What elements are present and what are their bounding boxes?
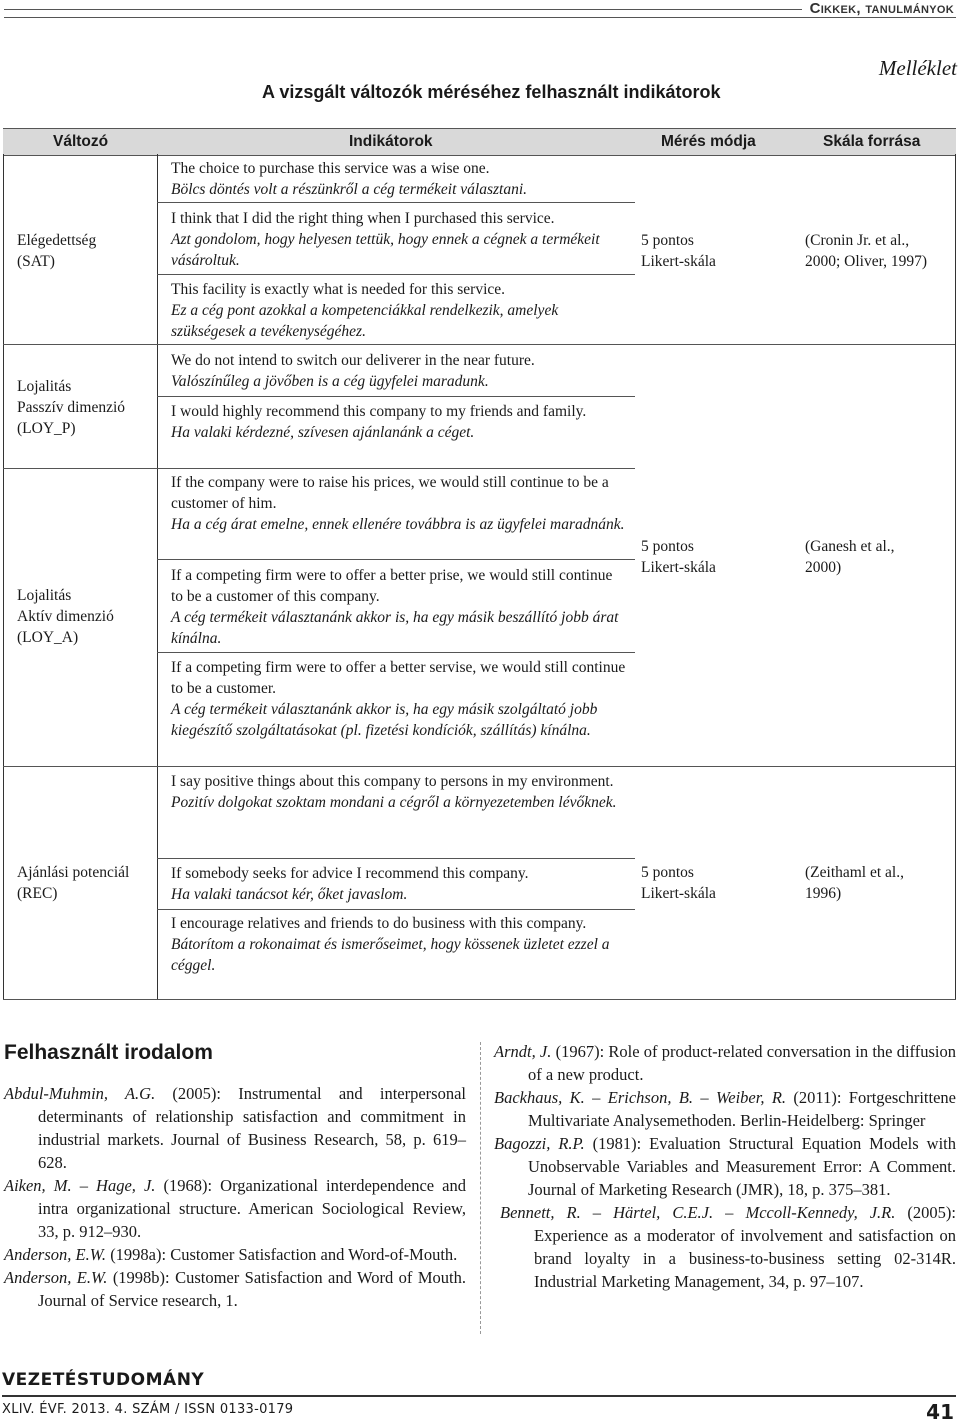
table-border-left (3, 154, 4, 1000)
reference-entry: Anderson, E.W. (1998b): Customer Satisfaction and Word of Mouth. Journal of Service research, 1. (4, 1268, 466, 1310)
row-divider (3, 468, 157, 469)
column-header-variable: Változó (53, 133, 109, 150)
indicator: I say positive things about this company to persons in my environment. Pozitív dolgokat szoktam mondani a cégről a környezetemben lévőknek. (171, 773, 617, 811)
column-header-source: Skála forrása (823, 133, 921, 150)
row-divider (157, 344, 955, 345)
variable-sat: Elégedettség (SAT) (17, 232, 97, 270)
column-header-measure: Mérés módja (661, 133, 756, 150)
indicator-divider (157, 396, 635, 397)
references-title: Felhasznált irodalom (4, 1041, 213, 1064)
indicator: I encourage relatives and friends to do business with this company. Bátorítom a rokonaimat és ismerőseimet, hogy kössenek üzletet ezzel a céggel. (171, 915, 610, 974)
source-loyalty: (Ganesh et al., 2000) (805, 538, 895, 576)
row-divider (157, 766, 955, 767)
measure-sat: 5 pontos Likert-skála (641, 232, 716, 270)
source-rec: (Zeithaml et al., 1996) (805, 864, 904, 902)
variable-rec: Ajánlási potenciál (REC) (17, 864, 130, 902)
indicator: If somebody seeks for advice I recommend this company. Ha valaki tanácsot kér, őket javaslom. (171, 865, 529, 903)
indicator-divider (157, 652, 635, 653)
measure-loyalty: 5 pontos Likert-skála (641, 538, 716, 576)
column-header-indicators: Indikátorok (349, 133, 433, 150)
magazine-name: VEZETÉSTUDOMÁNY (2, 1370, 205, 1390)
column-divider (480, 1042, 481, 1334)
indicator: If the company were to raise his prices, we would still continue to be a customer of him. Ha a cég árat emelne, ennek ellenére továbbra is az ügyfelei maradnánk. (171, 474, 625, 533)
issue-info: XLIV. ÉVF. 2013. 4. SZÁM / ISSN 0133-0179 (2, 1402, 294, 1417)
page-number: 41 (926, 1400, 954, 1424)
reference-entry: Bennett, R. – Härtel, C.E.J. – Mccoll-Kennedy, J.R. (2005): Experience as a moderator of involvement and satisfaction on brand loyalty in a business-to-business setting 02-314R. Industrial Marketing Management, 34, p. 97–107. (500, 1203, 957, 1291)
indicator: We do not intend to switch our deliverer in the near future. Valószínűleg a jövőben is a cég ügyfelei maradunk. (171, 352, 535, 390)
reference-entry: Backhaus, K. – Erichson, B. – Weiber, R. (2011): Fortgeschrittene Multivariate Analysemethoden. Berlin-Heidelberg: Springer (494, 1088, 956, 1130)
section-label: Cikkek, tanulmányok (802, 0, 960, 17)
indicator: I would highly recommend this company to my friends and family. Ha valaki kérdezné, szívesen ajánlanánk a céget. (171, 403, 587, 441)
reference-entry: Bagozzi, R.P. (1981): Evaluation Structural Equation Models with Unobservable Variables and Measurement Error: A Comment. Journal of Marketing Research (JMR), 18, p. 375–381. (494, 1134, 956, 1199)
indicator: If a competing firm were to offer a better servise, we would still continue to be a customer. A cég termékeit választanánk akkor is, ha egy másik szolgáltató jobb kiegészítő szolgáltatásokat (pl. fizetési kondíciók, szállítás) kínálna. (171, 659, 626, 739)
column-divider (157, 154, 158, 1000)
indicator-divider (157, 559, 635, 560)
variable-loy-p: Lojalitás Passzív dimenzió (LOY_P) (17, 378, 126, 437)
row-divider (3, 344, 157, 345)
reference-entry: Anderson, E.W. (1998a): Customer Satisfaction and Word-of-Mouth. (4, 1245, 458, 1264)
table-border-right (955, 154, 956, 1000)
footer-rule (2, 1395, 956, 1397)
table-title: A vizsgált változók méréséhez felhasznált indikátorok (262, 82, 721, 102)
indicator-divider (157, 858, 635, 859)
row-divider (3, 766, 157, 767)
table-header (3, 128, 956, 156)
reference-entry: Abdul-Muhmin, A.G. (2005): Instrumental and interpersonal determinants of relationship satisfaction and commitment in industrial markets. Journal of Business Research, 58, p. 619–628. (4, 1084, 466, 1172)
indicator: This facility is exactly what is needed for this service. Ez a cég pont azokkal a kompetenciákkal rendelkezik, amelyek szükségesek a tevékenységéhez. (171, 281, 559, 340)
reference-entry: Aiken, M. – Hage, J. (1968): Organizational interdependence and intra organizational structure. American Sociological Review, 33, p. 912–930. (4, 1176, 466, 1241)
indicator-divider (157, 468, 635, 469)
indicator-divider (157, 274, 635, 275)
appendix-label: Melléklet (878, 56, 957, 80)
measure-rec: 5 pontos Likert-skála (641, 864, 716, 902)
references-right (494, 1040, 956, 1293)
indicator-divider (157, 202, 635, 203)
table-border-bottom (3, 999, 956, 1000)
references-left (4, 1082, 466, 1312)
indicator: I think that I did the right thing when I purchased this service. Azt gondolom, hogy helyesen tettük, hogy ennek a cégnek a termékeit vásároltuk. (171, 210, 600, 269)
indicator-divider (157, 909, 635, 910)
indicator: The choice to purchase this service was a wise one. Bölcs döntés volt a részünkről a cég termékeit választani. (171, 160, 528, 198)
variable-loy-a: Lojalitás Aktív dimenzió (LOY_A) (17, 587, 114, 646)
source-sat: (Cronin Jr. et al., 2000; Oliver, 1997) (805, 232, 928, 270)
reference-entry: Arndt, J. (1967): Role of product-related conversation in the diffusion of a new product. (494, 1042, 956, 1084)
indicator: If a competing firm were to offer a better prise, we would still continue to be a customer of this company. A cég termékeit választanánk akkor is, ha egy másik beszállító jobb árat kínálna. (171, 567, 619, 647)
